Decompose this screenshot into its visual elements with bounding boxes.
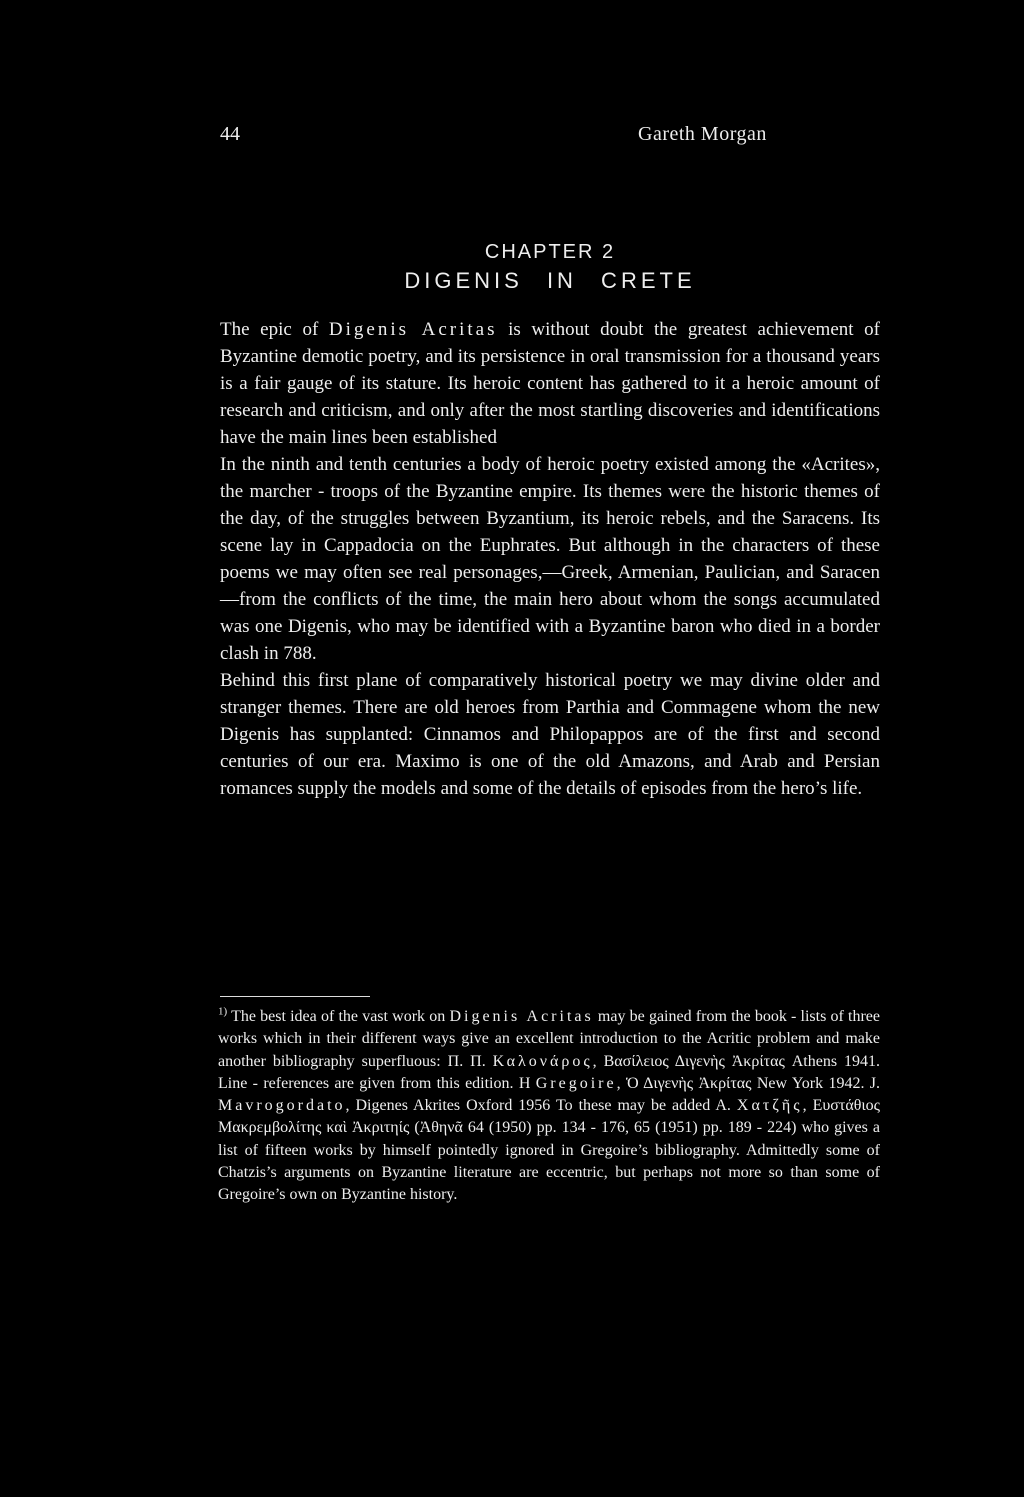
footnotes: [218, 1006, 880, 1207]
paragraph-3: Behind this first plane of comparatively historical poetry we may divine older and stranger themes. There are old heroes from Parthia and Commagene whom the new Digenis has supplanted: Cinnamos and Philopappos are of the first and second centuries of our era. Maximo is one of the old Amazons, and Arab and Persian romances supply the models and some of the details of episodes from the hero’s life.: [220, 670, 880, 799]
page-number: 44: [220, 123, 240, 145]
body-text: [220, 316, 880, 802]
epic-title: Digenis Acritas: [328, 319, 498, 340]
paragraph-1: [220, 316, 880, 451]
paragraph-1-text-a: The epic of: [220, 319, 329, 340]
footnote-name-c: Gregoire: [535, 1074, 617, 1092]
footnote-name-e: Χατζῆς: [736, 1097, 803, 1115]
paragraph-2: In the ninth and tenth centuries a body of heroic poetry existed among the «Acrites», the marcher - troops of the Byzantine empire. Its themes were the historic themes of the day, of the struggles between Byzantium, its heroic rebels, and the Saracens. Its scene lay in Cappadocia on the Euphrates. But although in the characters of these poems we may often see real personages,—Greek, Armenian, Paulician, and Saracen—from the conflicts of the time, the main hero about whom the songs accumulated was one Digenis, who may be identified with a Byzantine baron who died in a border clash in 788.: [220, 454, 880, 664]
paragraph-1-text-b: is without doubt the greatest achievement of Byzantine demotic poetry, and its persistence in oral transmission for a thousand years is a fair gauge of its stature. Its heroic content has gathered to it a heroic amount of research and criticism, and only after the most startling discoveries and identifications have the main lines been established: [220, 319, 880, 448]
footnote-rule: [220, 996, 370, 997]
footnote-text-e: , Digenes Akrites Oxford 1956 To these may be added A.: [345, 1097, 737, 1115]
footnote-name-b: Καλονάρος: [492, 1052, 593, 1070]
footnote-name-d: Mavrogordato: [218, 1097, 346, 1115]
chapter-title: DIGENIS IN CRETE: [404, 268, 696, 293]
running-head: Gareth Morgan: [638, 123, 767, 145]
footnote-text-d: , Ὁ Διγενὴς Ἀκρίτας New York 1942. J.: [616, 1074, 881, 1092]
footnote-marker: 1): [218, 1005, 228, 1018]
chapter-label: CHAPTER 2: [484, 241, 616, 263]
footnote-1: [218, 1006, 880, 1207]
footnote-text-c: , Βασίλειος Διγενὴς Ἀκρίτας Athens 1941. Line - references are given from this edition. H: [218, 1052, 880, 1092]
footnote-text-a: The best idea of the vast work on: [227, 1008, 450, 1025]
page-header: [220, 123, 880, 147]
footnote-text-f: , Ευστάθιος Μακρεμβολίτης καὶ Ἀκριτηίς (Ἀθηνᾶ 64 (1950) pp. 134 - 176, 65 (1951) pp. 189 - 224) who gives a list of fifteen works by himself pointedly ignored in Gregoire’s bibliography. Admittedly some of Chatzis’s arguments on Byzantine literature are eccentric, but perhaps not more so than some of Gregoire’s own on Byzantine history.: [218, 1097, 881, 1204]
footnote-text-b: may be gained from the book - lists of three works which in their different ways give an excellent introduction to the Acritic problem and make another bibliography superfluous: Π. Π.: [218, 1008, 881, 1070]
footnote-name-a: Digenis Acritas: [449, 1008, 594, 1025]
